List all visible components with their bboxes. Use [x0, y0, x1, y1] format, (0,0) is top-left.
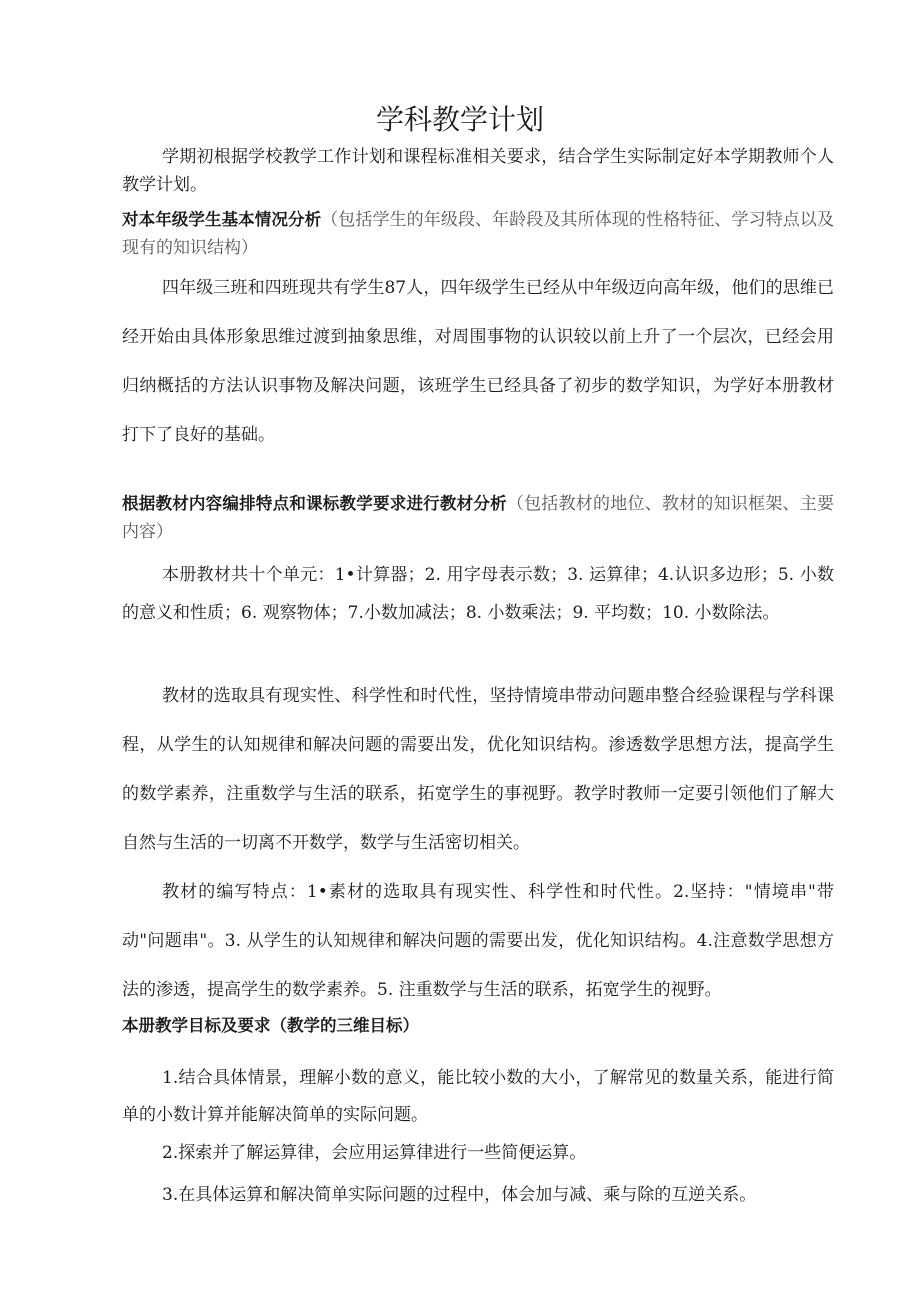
page-title: 学科教学计划	[375, 103, 544, 136]
goal-item-3: 3.在具体运算和解决简单实际问题的过程中，体会加与减、乘与除的互逆关系。	[162, 1185, 757, 1205]
section3-heading	[122, 1012, 834, 1040]
section1-heading-note: （包括学生的年级段、年龄段及其所体现的性格特征、学习特点以及现有的知识结构）	[122, 210, 834, 258]
section2-heading	[122, 490, 834, 546]
goal-item-2: 2.探索并了解运算律，会应用运算律进行一些简便运算。	[162, 1143, 587, 1163]
section2-heading-title: 根据教材内容编排特点和课标教学要求进行教材分析	[122, 494, 507, 513]
section1-heading-title: 对本年级学生基本情况分析	[122, 210, 322, 229]
section2-selection: 教材的选取具有现实性、科学性和时代性，坚持情境串带动问题串整合经验课程与学科课程，从学生的认知规律和解决问题的需要出发，优化知识结构。渗透数学思想方法，提高学生的数学素养，注重数学与生活的联系，拓宽学生的事视野。教学时教师一定要引领他们了解大自然与生活的一切离不开数学，数学与生活密切相关。	[122, 686, 834, 853]
section2-features: 教材的编写特点：1•素材的选取具有现实性、科学性和时代性。2.坚持："情境串"带动"问题串"。3. 从学生的认知规律和解决问题的需要出发，优化知识结构。4.注意数学思想方法的渗透，提高学生的数学素养。5. 注重数学与生活的联系，拓宽学生的视野。	[122, 882, 834, 1000]
section2-units: 本册教材共十个单元：1•计算器；2. 用字母表示数；3. 运算律；4.认识多边形；5. 小数的意义和性质；6. 观察物体；7.小数加减法；8. 小数乘法；9. 平均数；10. 小数除法。	[122, 565, 834, 623]
goal-item-1: 1.结合具体情景，理解小数的意义，能比较小数的大小，了解常见的数量关系，能进行简单的小数计算并能解决简单的实际问题。	[122, 1068, 834, 1125]
section3-heading-title: 本册教学目标及要求（教学的三维目标）	[122, 1016, 419, 1035]
section1-heading	[122, 206, 834, 262]
intro-paragraph: 学期初根据学校教学工作计划和课程标准相关要求，结合学生实际制定好本学期教师个人教学计划。	[122, 147, 834, 195]
section1-body: 四年级三班和四班现共有学生87人，四年级学生已经从中年级迈向高年级，他们的思维已经开始由具体形象思维过渡到抽象思维，对周围事物的认识较以前上升了一个层次，已经会用归纳概括的方法认识事物及解决问题，该班学生已经具备了初步的数学知识，为学好本册教材打下了良好的基础。	[122, 278, 834, 445]
section2-heading-note: （包括教材的地位、教材的知识框架、主要内容）	[122, 494, 835, 542]
